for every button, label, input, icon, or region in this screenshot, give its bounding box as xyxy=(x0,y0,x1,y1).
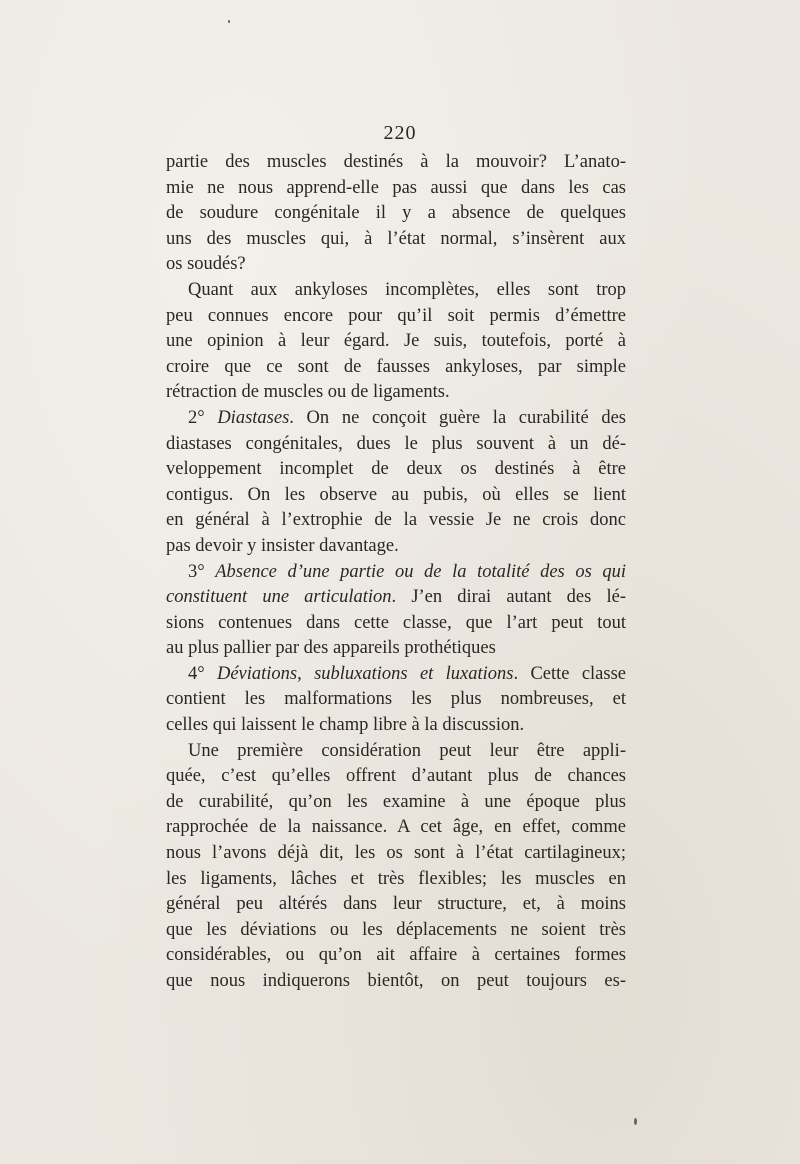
text-run: celles qui laissent le champ libre à la discussion. xyxy=(166,715,525,736)
text-run: une opinion à leur égard. Je suis, toutefois, porté à xyxy=(166,331,626,352)
text-run: 2° xyxy=(188,407,218,428)
page-number: 220 xyxy=(383,122,417,144)
text-line xyxy=(166,918,626,944)
text-run: 4° xyxy=(188,663,217,684)
text-run: de curabilité, qu’on les examine à une époque plus xyxy=(166,791,626,812)
text-run: 3° xyxy=(188,561,216,582)
text-line xyxy=(166,304,626,330)
text-run: de soudure congénitale il y a absence de quelques xyxy=(166,203,626,224)
text-line xyxy=(166,815,626,841)
text-run: mie ne nous apprend-elle pas aussi que dans les cas xyxy=(166,177,626,198)
text-line xyxy=(166,943,626,969)
text-run: . J’en dirai autant des lé- xyxy=(391,587,626,608)
text-run: . Cette classe xyxy=(513,663,626,684)
text-line xyxy=(166,636,626,662)
text-run: peu connues encore pour qu’il soit permis d’émettre xyxy=(166,305,626,326)
text-run: que les déviations ou les déplacements ne soient très xyxy=(166,919,626,940)
text-line xyxy=(166,176,626,202)
text-line xyxy=(166,687,626,713)
text-run: en général à l’extrophie de la vessie Je ne crois donc xyxy=(166,510,626,531)
body-text xyxy=(166,150,626,995)
text-line xyxy=(166,867,626,893)
text-run: que nous indiquerons bientôt, on peut toujours es- xyxy=(166,971,626,991)
italic-text-run: Déviations, subluxations et luxations xyxy=(216,663,514,684)
text-line xyxy=(166,969,626,995)
text-line xyxy=(166,380,626,406)
text-line xyxy=(166,611,626,637)
paper-speck xyxy=(634,1118,637,1125)
text-run: uns des muscles qui, à l’état normal, s’insèrent aux xyxy=(166,228,626,249)
text-run: Une première considération peut leur être appli- xyxy=(188,740,626,761)
text-line xyxy=(166,585,626,611)
text-line xyxy=(166,790,626,816)
text-line xyxy=(166,150,626,176)
text-line xyxy=(166,201,626,227)
text-run: quée, c’est qu’elles offrent d’autant plus de chances xyxy=(166,766,626,787)
text-line xyxy=(166,355,626,381)
text-run: contigus. On les observe au pubis, où elles se lient xyxy=(166,484,626,505)
text-line xyxy=(166,892,626,918)
paper-speck xyxy=(228,20,230,23)
text-run: contient les malformations les plus nombreuses, et xyxy=(166,689,626,710)
text-line xyxy=(166,457,626,483)
text-line xyxy=(166,329,626,355)
text-line xyxy=(166,713,626,739)
text-line xyxy=(166,483,626,509)
text-line xyxy=(166,739,626,765)
text-line xyxy=(166,406,626,432)
text-run: les ligaments, lâches et très flexibles; les muscles en xyxy=(166,868,626,889)
text-run: sions contenues dans cette classe, que l’art peut tout xyxy=(166,612,626,633)
text-run: général peu altérés dans leur structure, et, à moins xyxy=(166,894,626,915)
text-line xyxy=(166,432,626,458)
text-run: Quant aux ankyloses incomplètes, elles sont trop xyxy=(188,279,626,300)
text-run: . On ne conçoit guère la curabilité des xyxy=(289,407,626,428)
text-line xyxy=(166,841,626,867)
text-run: partie des muscles destinés à la mouvoir? L’anato- xyxy=(166,152,626,172)
text-line xyxy=(166,560,626,586)
text-run: croire que ce sont de fausses ankyloses, par simple xyxy=(166,356,626,377)
text-run: au plus pallier par des appareils prothétiques xyxy=(166,638,496,659)
text-run: pas devoir y insister davantage. xyxy=(166,535,399,556)
text-line xyxy=(166,227,626,253)
text-line xyxy=(166,252,626,278)
italic-text-run: Diastases xyxy=(217,407,290,428)
text-run: diastases congénitales, dues le plus souvent à un dé- xyxy=(166,433,626,454)
text-line xyxy=(166,534,626,560)
text-run: considérables, ou qu’on ait affaire à certaines formes xyxy=(166,945,626,966)
text-run: nous l’avons déjà dit, les os sont à l’état cartilagineux; xyxy=(166,843,626,864)
text-line xyxy=(166,278,626,304)
text-line xyxy=(166,508,626,534)
text-run: rapprochée de la naissance. A cet âge, en effet, comme xyxy=(166,817,626,838)
italic-text-run: constituent une articulation xyxy=(166,587,392,608)
text-line xyxy=(166,764,626,790)
text-run: rétraction de muscles ou de ligaments. xyxy=(166,382,450,403)
italic-text-run: Absence d’une partie ou de la totalité des os qui xyxy=(215,561,626,582)
text-run: veloppement incomplet de deux os destinés à être xyxy=(166,459,626,480)
text-line xyxy=(166,662,626,688)
text-run: os soudés? xyxy=(166,254,246,275)
